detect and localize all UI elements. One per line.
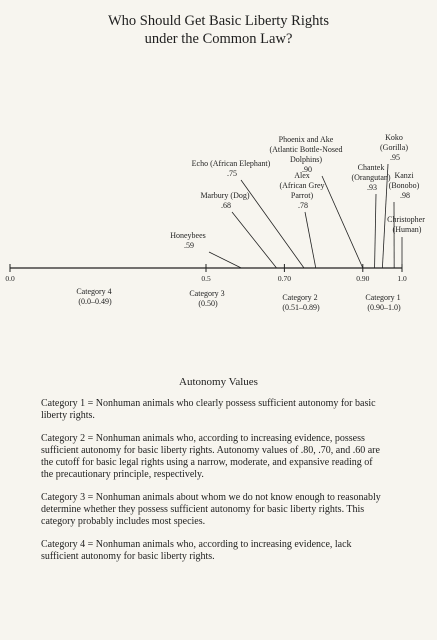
pointer-line-4 <box>322 176 363 268</box>
axis-tick-label-1: 0.5 <box>201 274 211 283</box>
entity-label-echo: Echo (African Elephant) .75 <box>191 159 271 178</box>
axis-tick-label-2: 0.70 <box>277 274 291 283</box>
definition-category-4: Category 4 = Nonhuman animals who, according to increasing evidence, lack sufficient autonomy for basic liberty rights. <box>41 539 352 562</box>
entity-label-kanzi: Kanzi (Bonobo) .98 <box>388 171 420 200</box>
entity-label-marbury: Marbury (Dog) .68 <box>200 191 250 210</box>
category-label-4: Category 4 (0.0–0.49) <box>76 287 112 306</box>
entity-label-koko: Koko (Gorilla) .95 <box>380 133 408 162</box>
entity-label-phoenix-ake: Phoenix and Ake (Atlantic Bottle-Nosed Dolphins) .90 <box>269 135 343 174</box>
axis-tick-label-0: 0.0 <box>5 274 15 283</box>
definition-category-2: Category 2 = Nonhuman animals who, according to increasing evidence, possess sufficient autonomy for basic liberty rights. Autonomy values of .80, .70, and .60 are the cutoff for basic legal rights using a narrow, moderate, and expansive reading of the precautionary principle, respectively. <box>41 433 380 480</box>
entity-label-chantek: Chantek (Orangutan) .93 <box>351 163 391 192</box>
category-label-1: Category 1 (0.90–1.0) <box>365 293 401 312</box>
entity-label-christopher: Christopher (Human) <box>387 215 425 234</box>
title-line-2: under the Common Law? <box>144 31 293 47</box>
axis-ticks <box>5 264 407 283</box>
axis-tick-label-4: 1.0 <box>397 274 407 283</box>
pointer-line-0 <box>209 252 241 268</box>
definition-category-1: Category 1 = Nonhuman animals who clearly possess sufficient autonomy for basic liberty rights. <box>41 398 376 421</box>
category-definitions <box>41 398 387 574</box>
axis-tick-label-3: 0.90 <box>356 274 370 283</box>
title-line-1: Who Should Get Basic Liberty Rights <box>107 13 330 29</box>
section-heading: Autonomy Values <box>179 376 258 388</box>
category-label-3: Category 3 (0.50) <box>189 289 225 308</box>
category-label-2: Category 2 (0.51–0.89) <box>282 293 320 312</box>
entity-label-alex: Alex (African Grey Parrot) .78 <box>279 171 325 210</box>
pointer-line-3 <box>305 212 316 268</box>
pointer-line-5 <box>375 194 376 268</box>
entity-label-honeybees: Honeybees .59 <box>170 231 206 250</box>
definition-category-3: Category 3 = Nonhuman animals about whom we do not know enough to reasonably determine whether they possess sufficient autonomy for basic liberty rights. This category probably includes most species. <box>41 492 381 527</box>
